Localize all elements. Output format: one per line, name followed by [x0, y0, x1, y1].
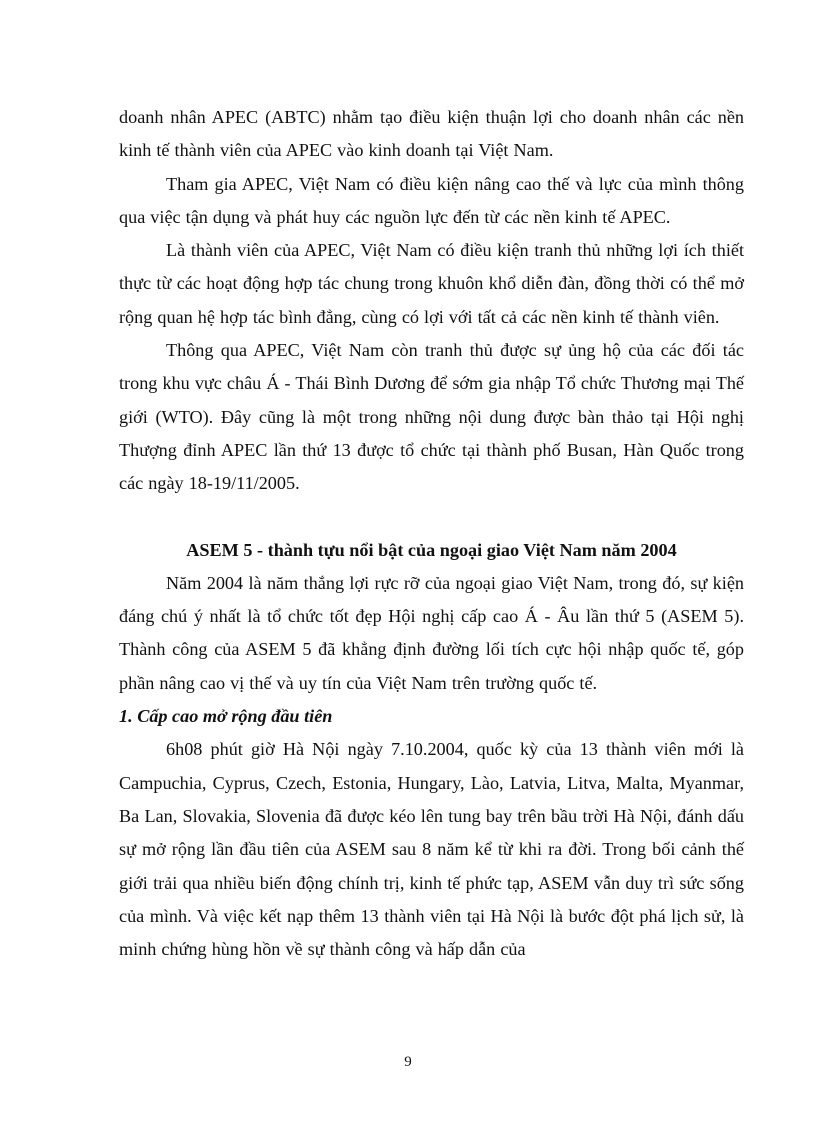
paragraph-apec-wto: Thông qua APEC, Việt Nam còn tranh thủ được sự ủng hộ của các đối tác trong khu vực châu Á - Thái Bình Dương để sớm gia nhập Tổ chức Thương mại Thế giới (WTO). Đây cũng là một trong những nội dung được bàn thảo tại Hội nghị Thượng đỉnh APEC lần thứ 13 được tổ chức tại thành phố Busan, Hàn Quốc trong các ngày 18-19/11/2005. [119, 340, 744, 494]
paragraph-apec-member-benefits: Là thành viên của APEC, Việt Nam có điều kiện tranh thủ những lợi ích thiết thực từ các hoạt động hợp tác chung trong khuôn khổ diễn đàn, đồng thời có thể mở rộng quan hệ hợp tác bình đẳng, cùng có lợi với tất cả các nền kinh tế thành viên. [119, 240, 744, 327]
page-content [119, 101, 744, 966]
subheading-first-expansion: 1. Cấp cao mở rộng đầu tiên [119, 706, 333, 727]
page-number: 9 [404, 1054, 412, 1070]
paragraph-apec-strength: Tham gia APEC, Việt Nam có điều kiện nâng cao thế và lực của mình thông qua việc tận dụng và phát huy các nguồn lực đến từ các nền kinh tế APEC. [119, 173, 744, 227]
paragraph-asem5-intro: Năm 2004 là năm thắng lợi rực rỡ của ngoại giao Việt Nam, trong đó, sự kiện đáng chú ý nhất là tổ chức tốt đẹp Hội nghị cấp cao Á - Âu lần thứ 5 (ASEM 5). Thành công của ASEM 5 đã khẳng định đường lối tích cực hội nhập quốc tế, góp phần nâng cao vị thế và uy tín của Việt Nam trên trường quốc tế. [119, 572, 744, 693]
section-heading-asem5: ASEM 5 - thành tựu nổi bật của ngoại giao Việt Nam năm 2004 [186, 539, 677, 560]
paragraph-continuation: doanh nhân APEC (ABTC) nhằm tạo điều kiện thuận lợi cho doanh nhân các nền kinh tế thành viên của APEC vào kinh doanh tại Việt Nam. [119, 107, 744, 161]
paragraph-first-expansion: 6h08 phút giờ Hà Nội ngày 7.10.2004, quốc kỳ của 13 thành viên mới là Campuchia, Cyprus, Czech, Estonia, Hungary, Lào, Latvia, Litva, Malta, Myanmar, Ba Lan, Slovakia, Slovenia đã được kéo lên tung bay trên bầu trời Hà Nội, đánh dấu sự mở rộng lần đầu tiên của ASEM sau 8 năm kể từ khi ra đời. Trong bối cảnh thế giới trải qua nhiều biến động chính trị, kinh tế phức tạp, ASEM vẫn duy trì sức sống của mình. Và việc kết nạp thêm 13 thành viên tại Hà Nội là bước đột phá lịch sử, là minh chứng hùng hồn về sự thành công và hấp dẫn của [119, 739, 744, 960]
